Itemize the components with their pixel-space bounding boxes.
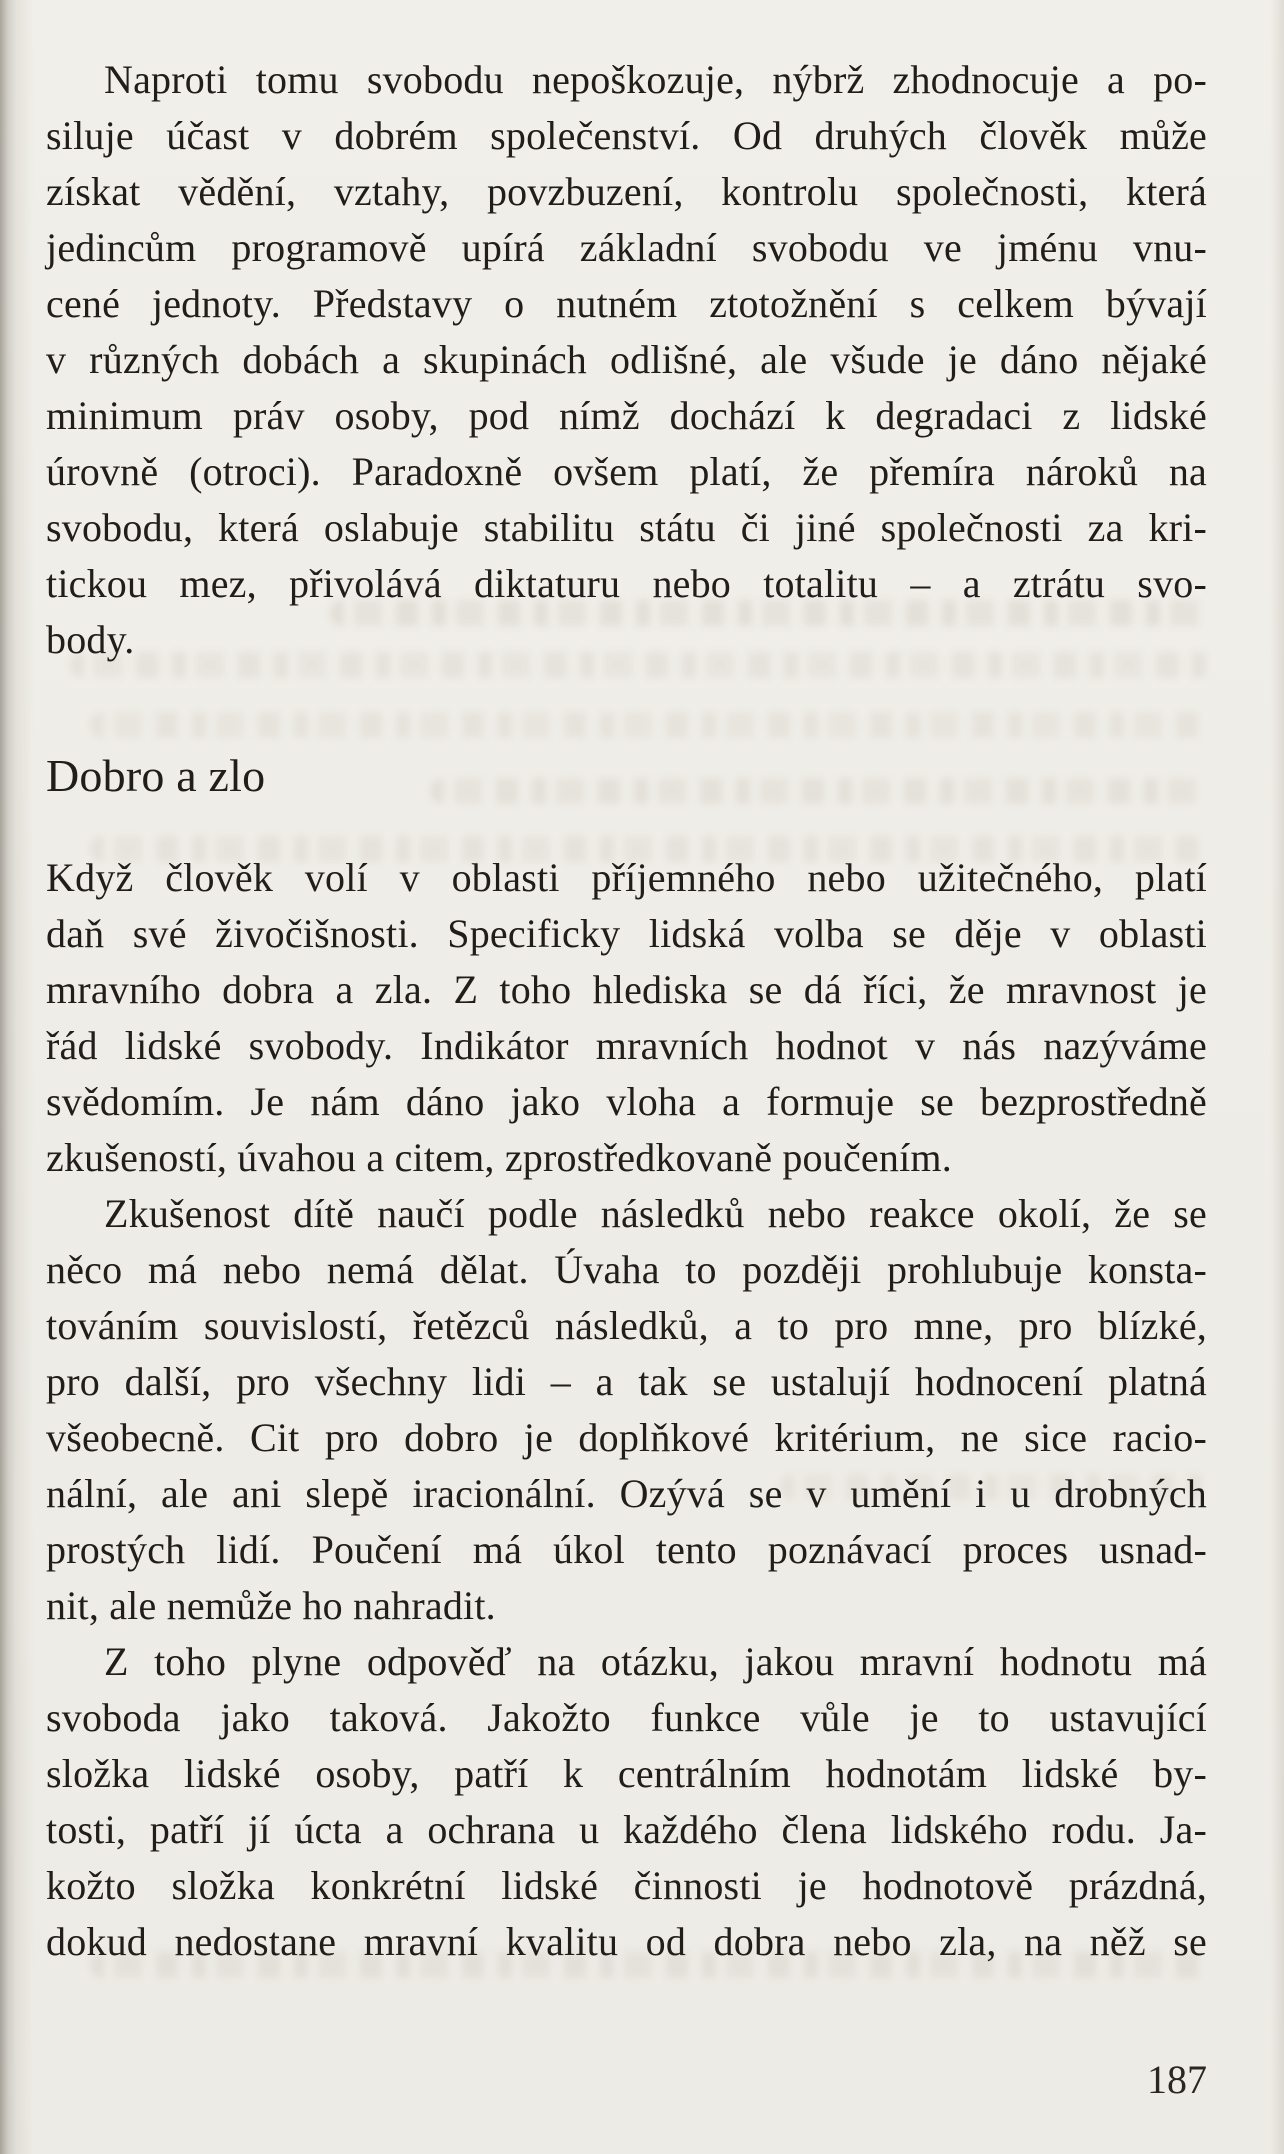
text-line: body.	[46, 617, 135, 662]
text-line: získat vědění, vztahy, povzbuzení, kontrolu společnosti, která	[46, 169, 1207, 214]
text-line: tosti, patří jí úcta a ochrana u každého člena lidského rodu. Ja-	[46, 1807, 1207, 1852]
text-line: dokud nedostane mravní kvalitu od dobra nebo zla, na něž se	[46, 1919, 1207, 1964]
text-line: v různých dobách a skupinách odlišné, ale všude je dáno nějaké	[46, 337, 1207, 382]
page-number: 187	[1147, 2057, 1207, 2102]
paragraph	[46, 1186, 1207, 1634]
text-line: kožto složka konkrétní lidské činnosti je hodnotově prázdná,	[46, 1863, 1207, 1908]
text-line: svědomím. Je nám dáno jako vloha a formuje se bezprostředně	[46, 1079, 1207, 1124]
text-line: něco má nebo nemá dělat. Úvaha to později prohlubuje konsta-	[46, 1247, 1207, 1292]
text-line: zkušeností, úvahou a citem, zprostředkovaně poučením.	[46, 1135, 952, 1180]
text-line: řád lidské svobody. Indikátor mravních hodnot v nás nazýváme	[46, 1023, 1207, 1068]
text-line: pro další, pro všechny lidi – a tak se ustalují hodnocení platná	[46, 1359, 1207, 1404]
text-line: tickou mez, přivolává diktaturu nebo totalitu – a ztrátu svo-	[46, 561, 1207, 606]
text-line: Zkušenost dítě naučí podle následků nebo reakce okolí, že se	[104, 1191, 1207, 1236]
text-line: jedincům programově upírá základní svobodu ve jménu vnu-	[46, 225, 1207, 270]
text-line: nální, ale ani slepě iracionální. Ozývá se v umění i u drobných	[46, 1471, 1207, 1516]
text-line: siluje účast v dobrém společenství. Od druhých člověk může	[46, 113, 1207, 158]
paragraph	[46, 1634, 1207, 1970]
text-line: Naproti tomu svobodu nepoškozuje, nýbrž zhodnocuje a po-	[104, 57, 1207, 102]
page-edge-shadow	[1270, 0, 1284, 2154]
text-line: mravního dobra a zla. Z toho hlediska se dá říci, že mravnost je	[46, 967, 1207, 1012]
text-line: daň své živočišnosti. Specificky lidská volba se děje v oblasti	[46, 911, 1207, 956]
text-line: prostých lidí. Poučení má úkol tento poznávací proces usnad-	[46, 1527, 1207, 1572]
text-line: svobodu, která oslabuje stabilitu státu či jiné společnosti za kri-	[46, 505, 1207, 550]
paragraph	[46, 52, 1207, 668]
text-line: všeobecně. Cit pro dobro je doplňkové kritérium, ne sice racio-	[46, 1415, 1207, 1460]
text-line: minimum práv osoby, pod nímž dochází k degradaci z lidské	[46, 393, 1207, 438]
text-line: továním souvislostí, řetězců následků, a to pro mne, pro blízké,	[46, 1303, 1207, 1348]
text-line: svoboda jako taková. Jakožto funkce vůle je to ustavující	[46, 1695, 1207, 1740]
text-line: složka lidské osoby, patří k centrálním hodnotám lidské by-	[46, 1751, 1207, 1796]
text-line: cené jednoty. Představy o nutném ztotožnění s celkem bývají	[46, 281, 1207, 326]
paragraph	[46, 850, 1207, 1186]
page-text	[46, 52, 1207, 1970]
text-line: Když člověk volí v oblasti příjemného nebo užitečného, platí	[46, 855, 1207, 900]
text-line: Z toho plyne odpověď na otázku, jakou mravní hodnotu má	[104, 1639, 1207, 1684]
section-heading: Dobro a zlo	[46, 750, 266, 801]
gutter-shadow	[0, 0, 34, 2154]
text-line: nit, ale nemůže ho nahradit.	[46, 1583, 496, 1628]
text-line: úrovně (otroci). Paradoxně ovšem platí, že přemíra nároků na	[46, 449, 1207, 494]
